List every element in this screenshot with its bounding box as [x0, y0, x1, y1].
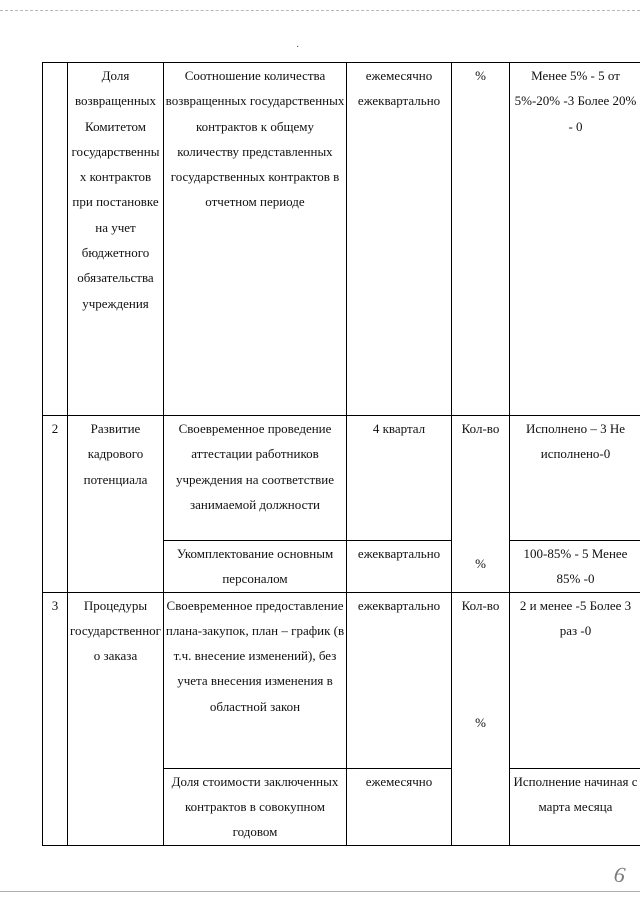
criterion-cell: Укомплектование основным персоналом	[164, 541, 347, 593]
scan-top-edge	[0, 10, 640, 11]
row-number	[43, 63, 68, 416]
periodicity-cell: ежемесячно	[347, 768, 452, 845]
score-cell: 2 и менее -5 Более 3 раз -0	[510, 592, 640, 768]
score-cell: Менее 5% - 5 от 5%-20% -3 Более 20% - 0	[510, 63, 640, 416]
indicator-cell: Процедуры государственного заказа	[68, 592, 164, 845]
unit-bottom: %	[475, 556, 486, 572]
score-cell: Исполнено – 3 Не исполнено-0	[510, 416, 640, 541]
unit-bottom: %	[475, 714, 486, 730]
score-cell: Исполнение начиная с марта месяца	[510, 768, 640, 845]
unit-top: Кол-во	[461, 597, 500, 613]
table-row	[43, 416, 640, 541]
criterion-cell: Соотношение количества возвращенных государственных контрактов к общему количеству представленных государственных контрактов в отчетном периоде	[164, 63, 347, 416]
page-number: 6	[612, 861, 627, 888]
unit-cell	[452, 416, 510, 593]
unit-top: Кол-во	[461, 421, 500, 436]
criteria-table	[42, 62, 640, 846]
table-row	[43, 63, 640, 416]
criterion-cell: Своевременное проведение аттестации работников учреждения на соответствие занимаемой должности	[164, 416, 347, 541]
table-row	[43, 592, 640, 768]
scan-speck: ·	[296, 42, 300, 53]
periodicity-cell: ежемесячно ежеквартально	[347, 63, 452, 416]
unit-cell	[452, 592, 510, 845]
periodicity-cell: ежеквартально	[347, 592, 452, 768]
row-number: 2	[43, 416, 68, 593]
row-number: 3	[43, 592, 68, 845]
score-cell: 100-85% - 5 Менее 85% -0	[510, 541, 640, 593]
criterion-cell: Доля стоимости заключенных контрактов в совокупном годовом	[164, 768, 347, 845]
criterion-cell: Своевременное предоставление плана-закупок, план – график (в т.ч. внесение изменений), без учета внесения изменения в областной закон	[164, 592, 347, 768]
indicator-cell: Развитие кадрового потенциала	[68, 416, 164, 593]
unit-cell: %	[452, 63, 510, 416]
scan-bottom-edge	[0, 891, 640, 892]
periodicity-cell: ежеквартально	[347, 541, 452, 593]
periodicity-cell: 4 квартал	[347, 416, 452, 541]
indicator-cell: Доля возвращенных Комитетом государственных контрактов при постановке на учет бюджетного обязательства учреждения	[68, 63, 164, 416]
